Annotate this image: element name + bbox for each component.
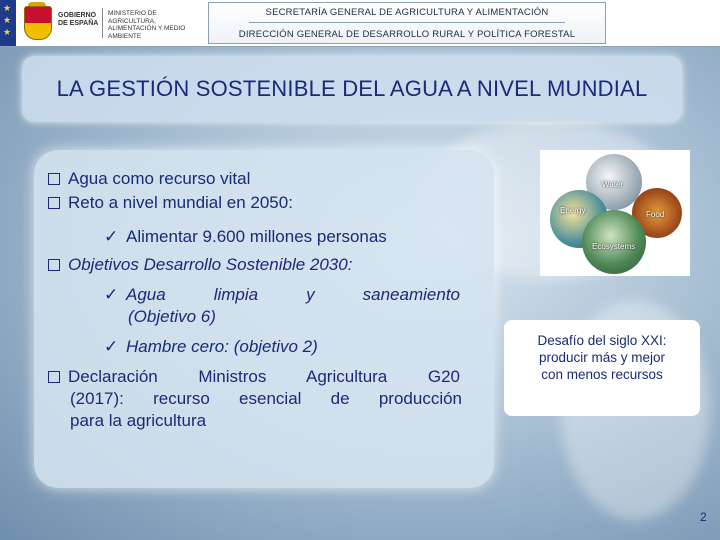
bullet-text: Agua limpia y saneamiento — [126, 285, 460, 304]
bullet-text: Alimentar 9.600 millones personas — [126, 227, 387, 246]
bullet-text: Reto a nivel mundial en 2050: — [68, 193, 293, 212]
bullet-text: Agua como recurso vital — [68, 169, 251, 188]
coat-of-arms-icon — [24, 6, 52, 40]
bullet-item — [48, 366, 462, 388]
callout-text — [510, 332, 694, 383]
star-icon: ★ — [3, 3, 12, 13]
callout-line: producir más y mejor — [538, 350, 666, 365]
ministry-logo-text: MINISTERIO DE AGRICULTURA, ALIMENTACIÓN Y MEDIO AMBIENTE — [108, 10, 186, 40]
bullet-text-continued: (2017): recurso esencial de producción — [70, 389, 462, 408]
bullet-item — [48, 192, 293, 214]
energy-label: Energy — [560, 206, 586, 215]
checkbox-bullet-icon — [48, 371, 60, 383]
bullet-text: Objetivos Desarrollo Sostenible 2030: — [68, 255, 353, 274]
callout-line: Desafío del siglo XXI: — [537, 333, 667, 348]
secretariat-name: SECRETARÍA GENERAL DE AGRICULTURA Y ALIMENTACIÓN — [265, 7, 549, 18]
food-label: Food — [646, 210, 665, 219]
star-icon: ★ — [3, 15, 12, 25]
header-title-box — [208, 2, 606, 44]
bullet-text: Declaración Ministros Agricultura G20 — [68, 367, 460, 386]
ecosystems-label: Ecosystems — [592, 242, 636, 251]
sub-bullet-item — [104, 336, 318, 358]
checkbox-bullet-icon — [48, 197, 60, 209]
checkbox-bullet-icon — [48, 173, 60, 185]
logo-divider — [102, 8, 103, 38]
header-separator — [249, 22, 565, 23]
checkmark-icon: ✓ — [104, 337, 119, 356]
bullet-text: Hambre cero: (objetivo 2) — [126, 337, 318, 356]
eu-flag-strip — [0, 0, 16, 46]
bullet-item — [48, 254, 352, 276]
title-banner — [22, 56, 682, 122]
bullet-item — [48, 168, 250, 190]
callout-line: con menos recursos — [541, 367, 663, 382]
star-icon: ★ — [3, 27, 12, 37]
government-logo-text: GOBIERNO DE ESPAÑA — [58, 12, 99, 27]
checkmark-icon: ✓ — [104, 227, 119, 246]
sub-bullet-item — [104, 226, 387, 248]
checkmark-icon: ✓ — [104, 285, 119, 304]
page-number: 2 — [700, 510, 707, 524]
challenge-callout — [504, 320, 700, 416]
water-energy-food-nexus-image — [540, 150, 690, 276]
bullet-text-continued: para la agricultura — [70, 411, 207, 430]
sub-bullet-text-continued: (Objetivo 6) — [128, 307, 216, 326]
water-label: Water — [602, 180, 624, 189]
checkbox-bullet-icon — [48, 259, 60, 271]
header-bar — [0, 0, 720, 47]
sub-bullet-item — [104, 284, 462, 306]
directorate-name: DIRECCIÓN GENERAL DE DESARROLLO RURAL Y POLÍTICA FORESTAL — [238, 29, 576, 40]
page-title: LA GESTIÓN SOSTENIBLE DEL AGUA A NIVEL MUNDIAL — [56, 76, 648, 101]
